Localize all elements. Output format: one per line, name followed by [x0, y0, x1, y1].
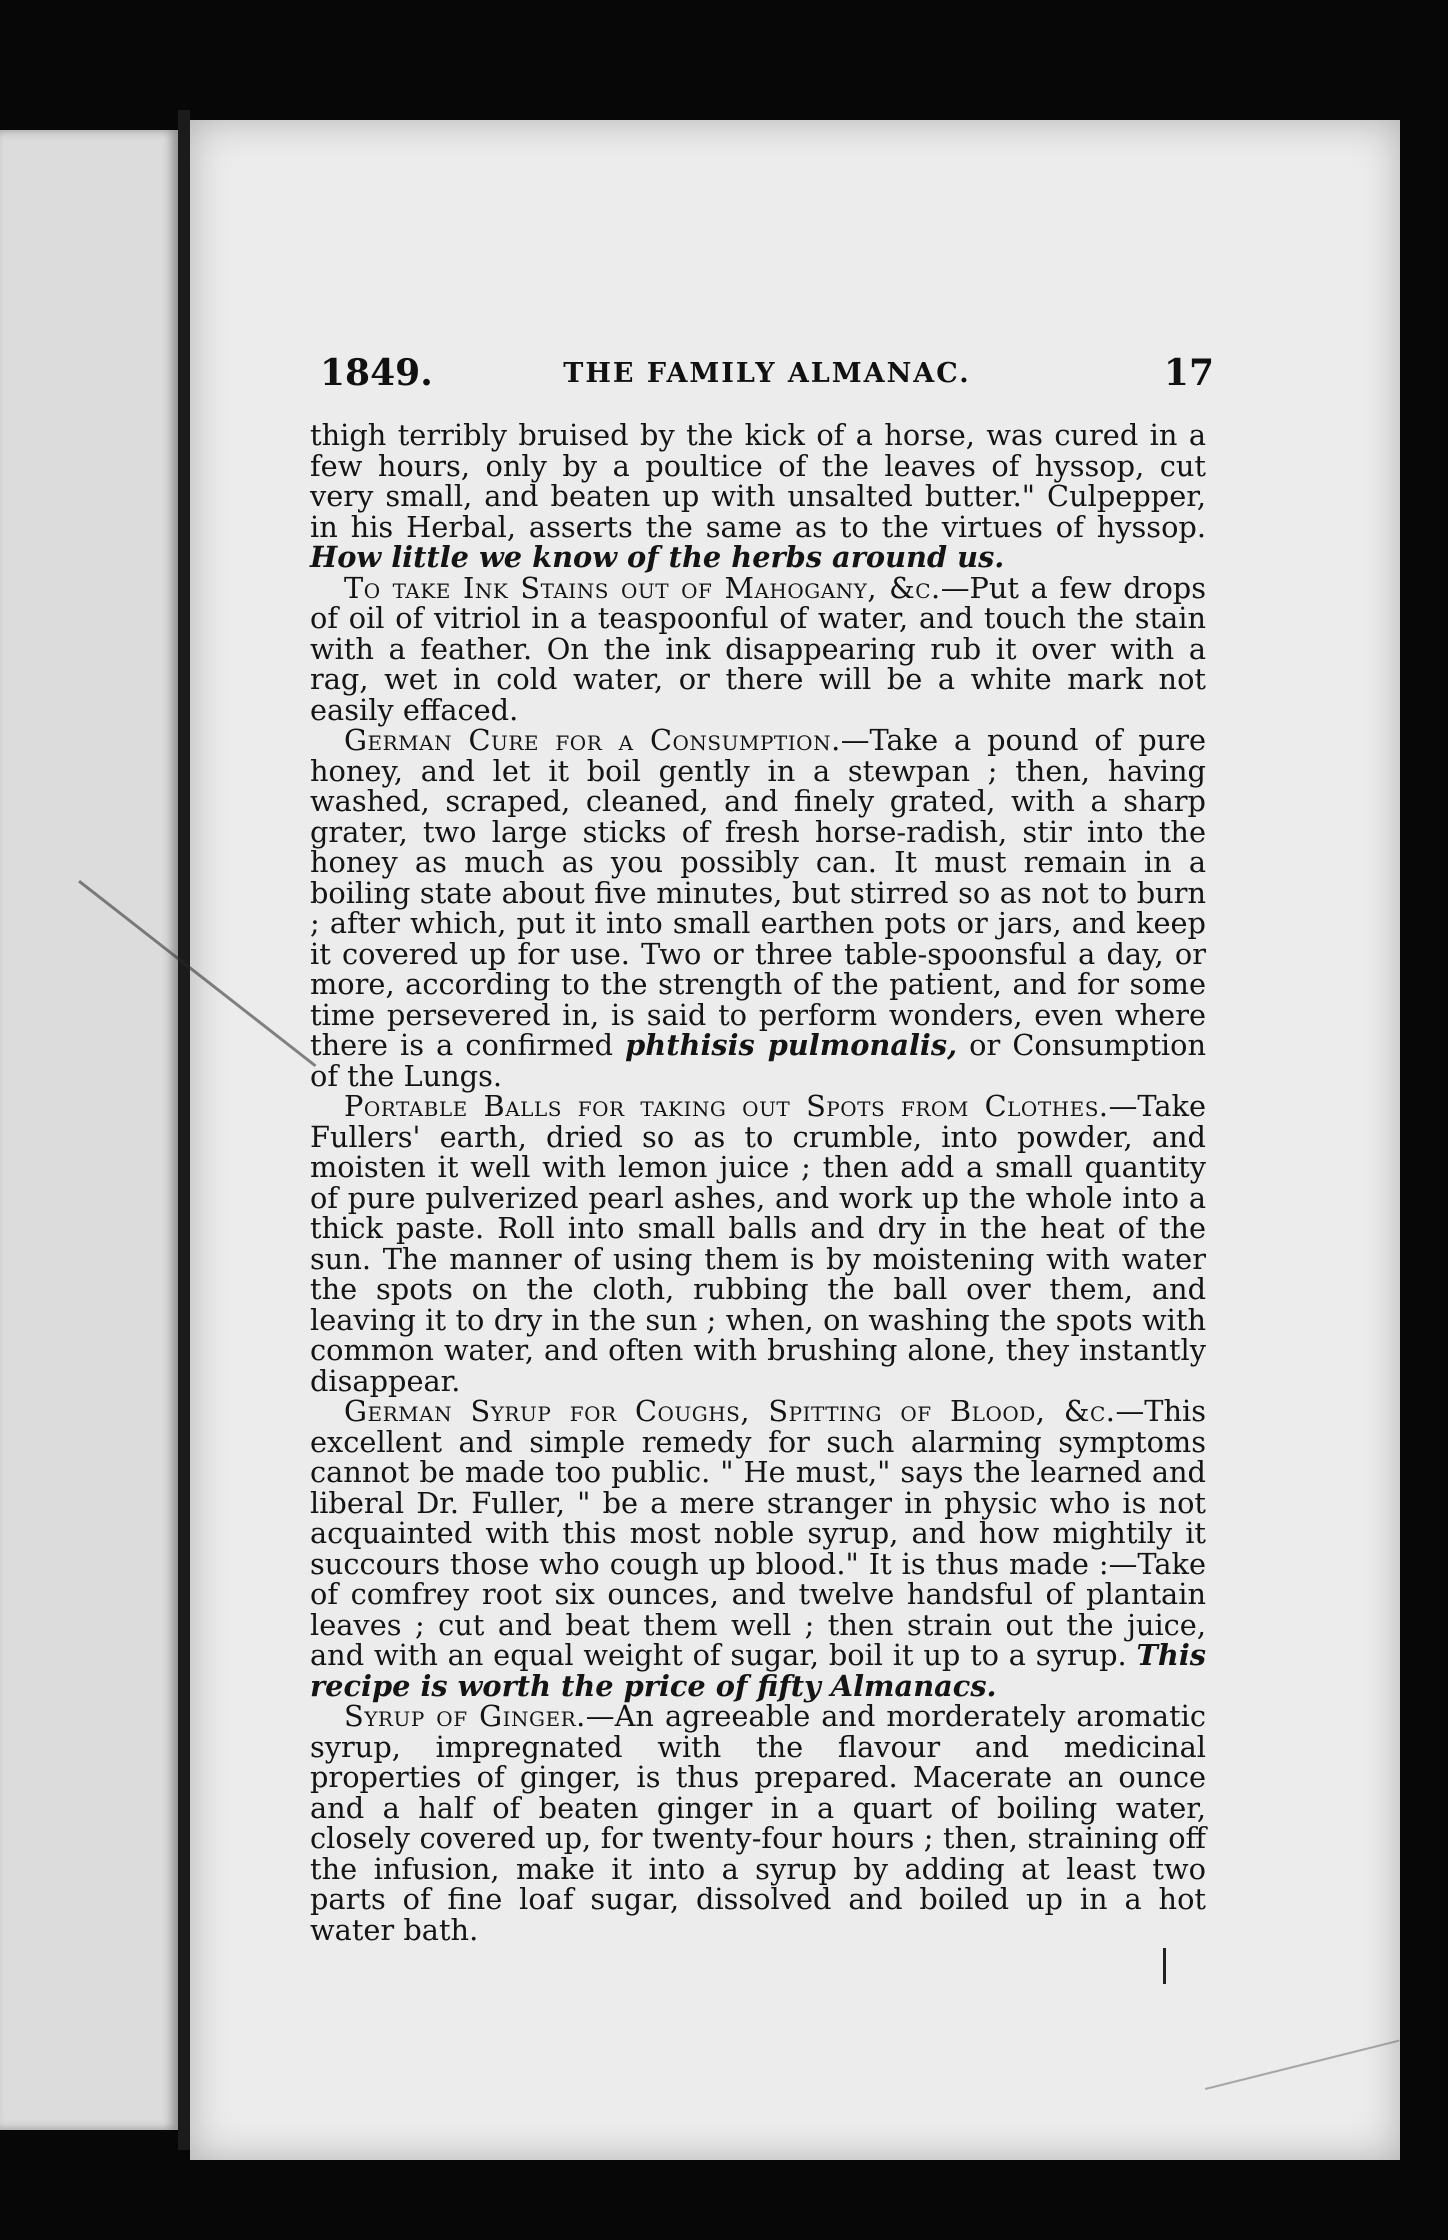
paragraph-german-syrup [310, 1396, 1206, 1701]
recipe-heading: To take Ink Stains out of Mahogany, &c. [344, 570, 941, 605]
recipe-heading: Syrup of Ginger. [344, 1699, 586, 1733]
recipe-heading: German Syrup for Coughs, Spitting of Blood, &c. [344, 1394, 1116, 1428]
paragraph-emphasis: This recipe is worth the price of fifty Almanacs. [310, 1638, 1206, 1703]
paragraph-ink-stains [310, 570, 1206, 727]
header-year: 1849. [320, 352, 433, 394]
paragraph-text: thigh terribly bruised by the kick of a horse, was cured in a few hours, only by a poultice of the leaves of hyssop, cut very small, and beaten up with unsalted butter." Culpepper, in his Herbal, asserts the same as to the virtues of hyssop. [310, 418, 1206, 544]
paragraph-emphasis: phthisis pulmonalis, [625, 1028, 958, 1062]
recipe-heading: German Cure for a Consumption. [344, 723, 841, 757]
running-header [320, 352, 1214, 398]
paragraph-text: —This excellent and simple remedy for such alarming symptoms cannot be made too public. " He must," says the learned and liberal Dr. Fuller, " be a mere stranger in physic who is not acquainted with this most noble syrup, and how mightily it succours those who cough up blood." It is thus made :—Take of comfrey root six ounces, and twelve handsful of plantain leaves ; cut and beat them well ; then strain out the juice, and with an equal weight of sugar, boil it up to a syrup. [310, 1394, 1206, 1672]
paragraph-text: —Take a pound of pure honey, and let it boil gently in a stewpan ; then, having washed, scraped, cleaned, and finely grated, with a sharp grater, two large sticks of fresh horse-radish, stir into the honey as much as you possibly can. It must remain in a boiling state about five minutes, but stirred so as not to burn ; after which, put it into small earthen pots or jars, and keep it covered up for use. Two or three table-spoonsful a day, or more, according to the strength of the patient, and for some time persevered in, is said to perform wonders, even where there is a confirmed [310, 723, 1206, 1062]
page-number: 17 [1163, 352, 1214, 394]
paragraph-portable-balls [310, 1091, 1206, 1396]
paragraph-syrup-of-ginger [310, 1701, 1206, 1945]
paragraph-text: —An agreeable and morderately aromatic syrup, impregnated with the flavour and medicinal properties of ginger, is thus prepared. Macerate an ounce and a half of beaten ginger in a quart of boiling water, closely covered up, for twenty-four hours ; then, straining off the infusion, make it into a syrup by adding at least two parts of fine loaf sugar, dissolved and boiled up in a hot water bath. [310, 1699, 1207, 1947]
paragraph-text: or Consumption of the Lungs. [310, 1028, 1206, 1093]
paragraph-hyssop [310, 420, 1206, 573]
paragraph-text: —Put a few drops of oil of vitriol in a teaspoonful of water, and touch the stain with a feather. On the ink disappearing rub it over with a rag, wet in cold water, or there will be a white mark not easily effaced. [310, 570, 1206, 727]
stray-ink-mark [1163, 1948, 1166, 1984]
header-title: THE FAMILY ALMANAC. [563, 358, 971, 389]
facing-page-edge [0, 130, 178, 2130]
recipe-heading: Portable Balls for taking out Spots from Clothes. [344, 1089, 1109, 1123]
paragraph-text: —Take Fullers' earth, dried so as to crumble, into powder, and moisten it well with lemon juice ; then add a small quantity of pure pulverized pearl ashes, and work up the whole into a thick paste. Roll into small balls and dry in the heat of the sun. The manner of using them is by moistening with water the spots on the cloth, rubbing the ball over them, and leaving it to dry in the sun ; when, on washing the spots with common water, and often with brushing alone, they instantly disappear. [310, 1089, 1206, 1398]
paragraph-emphasis: How little we know of the herbs around us. [310, 540, 1005, 574]
paragraph-consumption-cure [310, 725, 1206, 1091]
binding-gutter [178, 110, 190, 2150]
article-body [310, 420, 1206, 1945]
